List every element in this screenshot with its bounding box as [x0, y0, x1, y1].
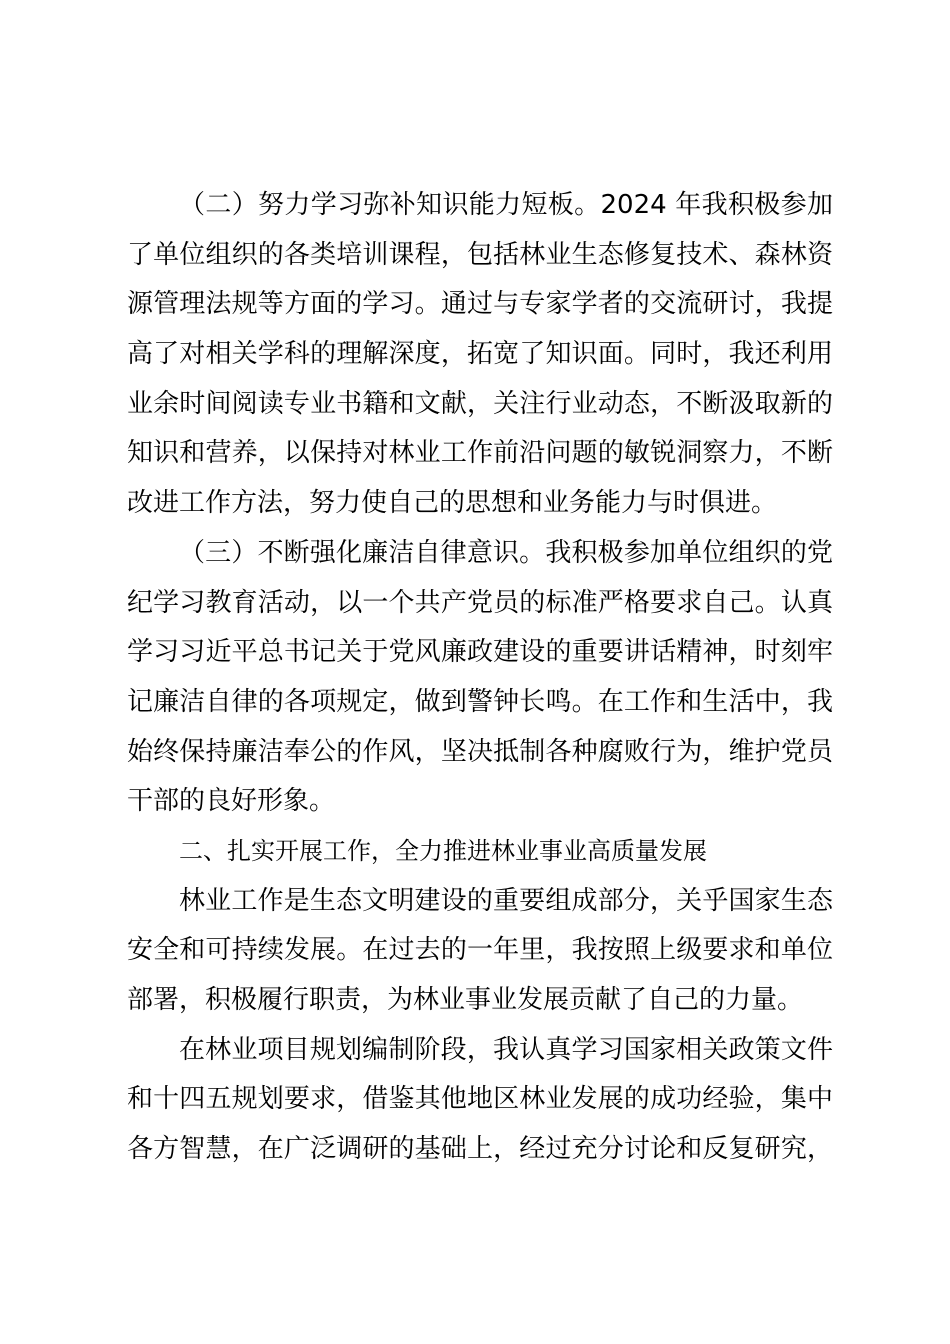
body-text-line: 干部的良好形象。 [127, 786, 336, 817]
body-text-line: 和十四五规划要求，借鉴其他地区林业发展的成功经验，集中 [127, 1084, 833, 1115]
body-text-line: 始终保持廉洁奉公的作风，坚决抵制各种腐败行为，维护党员 [127, 736, 833, 767]
body-text-line: 部署，积极履行职责，为林业事业发展贡献了自己的力量。 [127, 985, 804, 1015]
body-text-line: 林业工作是生态文明建设的重要组成部分，关乎国家生态 [179, 885, 833, 916]
body-text-line: 改进工作方法，努力使自己的思想和业务能力与时俱进。 [127, 488, 778, 519]
body-text-line: 业余时间阅读专业书籍和文献，关注行业动态，不断汲取新的 [127, 388, 833, 419]
body-text-line: 知识和营养，以保持对林业工作前沿问题的敏锐洞察力，不断 [127, 438, 833, 469]
body-text-line: 高了对相关学科的理解深度，拓宽了知识面。同时，我还利用 [127, 339, 833, 370]
body-text-line: 学习习近平总书记关于党风廉政建设的重要讲话精神，时刻牢 [127, 637, 833, 668]
body-text-line: 记廉洁自律的各项规定，做到警钟长鸣。在工作和生活中，我 [127, 686, 833, 717]
body-text-line: （三）不断强化廉洁自律意识。我积极参加单位组织的党 [179, 537, 833, 568]
body-text-line: 各方智慧，在广泛调研的基础上，经过充分讨论和反复研究， [127, 1134, 833, 1165]
section-heading: 二、扎实开展工作，全力推进林业事业高质量发展 [179, 836, 707, 865]
body-text-line: 安全和可持续发展。在过去的一年里，我按照上级要求和单位 [127, 935, 833, 966]
body-text-line: 在林业项目规划编制阶段，我认真学习国家相关政策文件 [179, 1034, 833, 1065]
body-text-line: 源管理法规等方面的学习。通过与专家学者的交流研讨，我提 [127, 289, 833, 320]
body-text-line: 了单位组织的各类培训课程，包括林业生态修复技术、森林资 [127, 239, 833, 270]
body-text-line: 纪学习教育活动，以一个共产党员的标准严格要求自己。认真 [127, 587, 833, 618]
body-text-line: （二）努力学习弥补知识能力短板。2024 年我积极参加 [179, 190, 833, 220]
document-body [127, 181, 833, 1175]
